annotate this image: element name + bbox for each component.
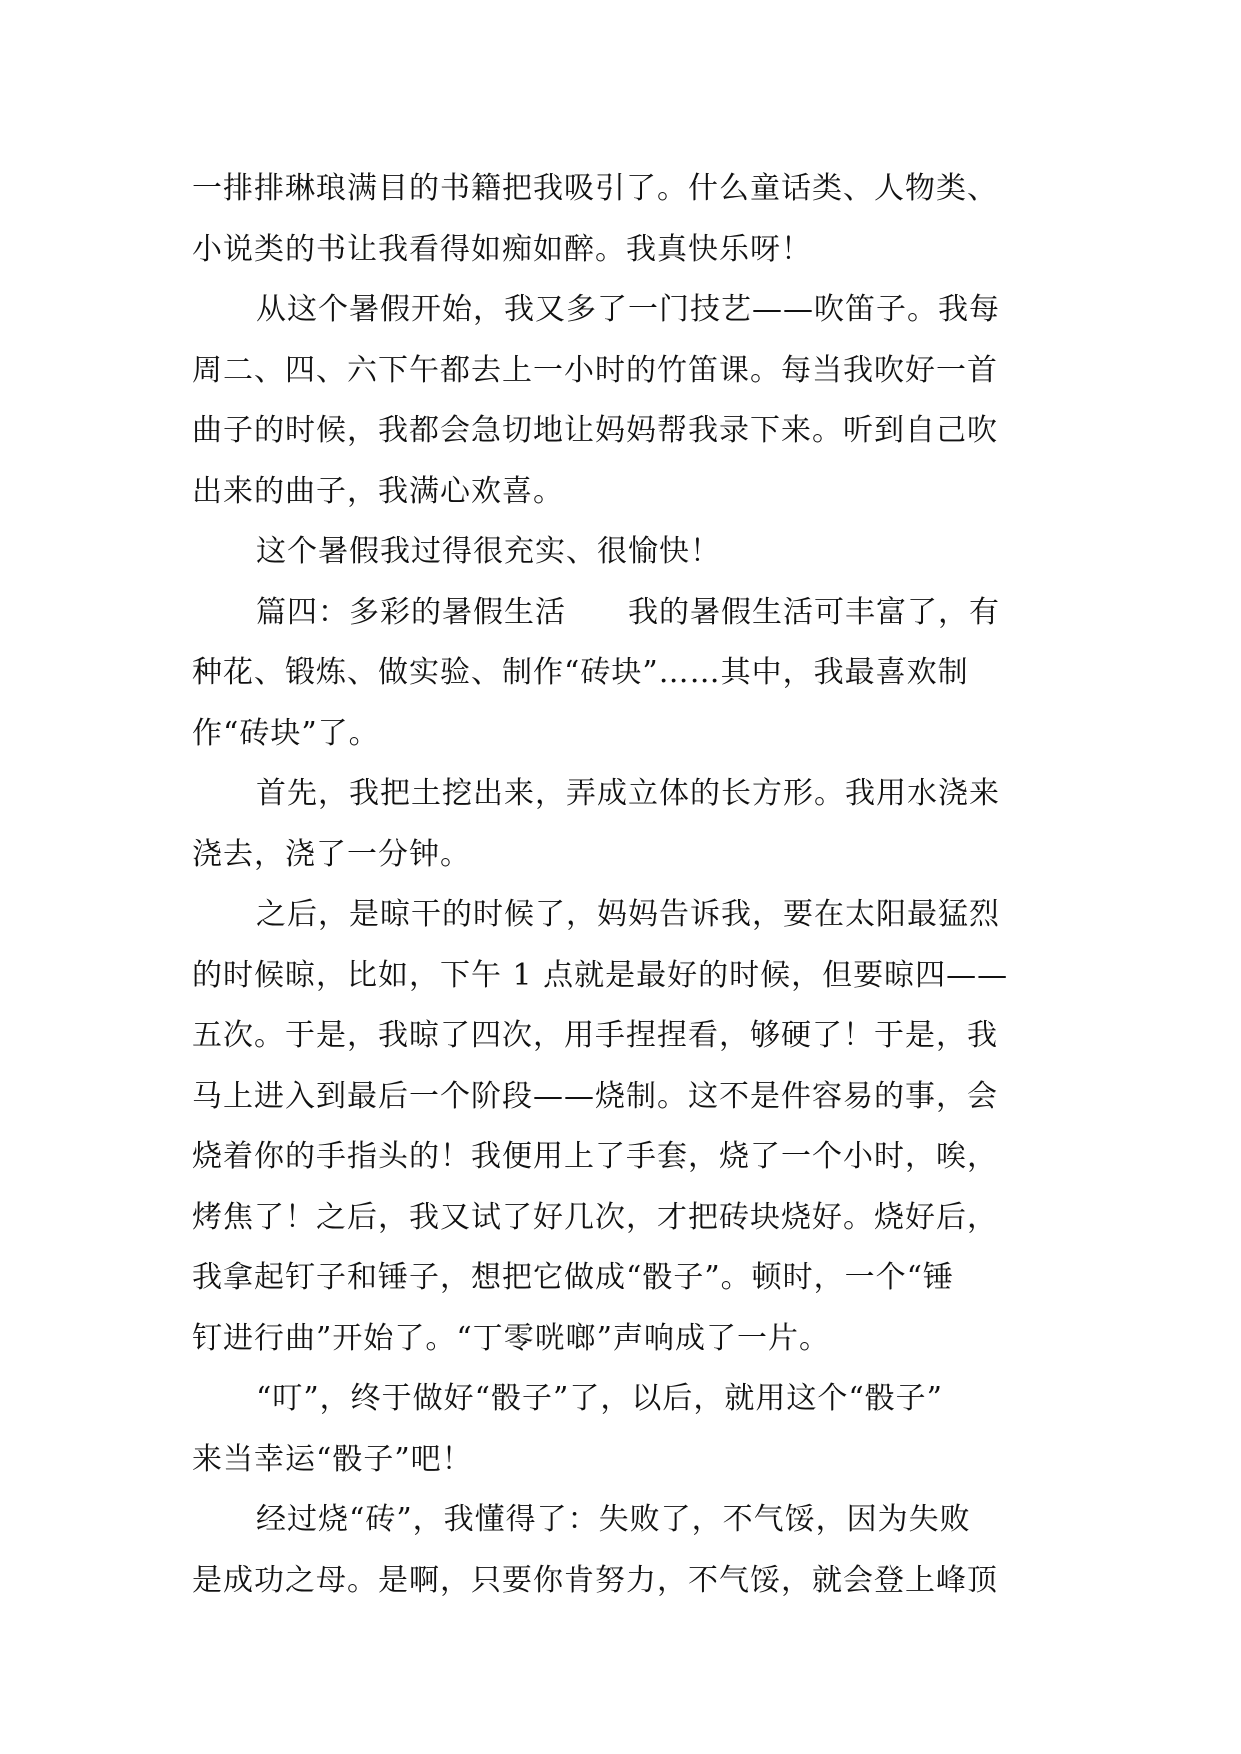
text-line: 小说类的书让我看得如痴如醉。我真快乐呀！ [192, 231, 812, 267]
text-line: 五次。于是，我晾了四次，用手捏捏看，够硬了！于是，我 [192, 1018, 998, 1053]
text-line: 之后，是晾干的时候了，妈妈告诉我，要在太阳最猛烈 [256, 897, 1000, 932]
text-line: 出来的曲子，我满心欢喜。 [192, 473, 564, 509]
text-line: 曲子的时候，我都会急切地让妈妈帮我录下来。听到自己吹 [192, 413, 998, 448]
text-line: 我拿起钉子和锤子，想把它做成“骰子”。顿时，一个“锤 [192, 1260, 955, 1295]
essay-text [192, 159, 1052, 1611]
text-line: 的时候晾，比如，下午 1 点就是最好的时候，但要晾四—— [192, 957, 1009, 993]
text-line: 钉进行曲”开始了。“丁零咣啷”声响成了一片。 [192, 1320, 831, 1356]
text-line: 从这个暑假开始，我又多了一门技艺——吹笛子。我每 [256, 292, 1000, 327]
text-line: 来当幸运“骰子”吧！ [192, 1441, 473, 1477]
text-line: 作“砖块”了。 [192, 715, 380, 751]
text-line: 种花、锻炼、做实验、制作“砖块”……其中，我最喜欢制 [192, 655, 969, 690]
text-line: 烧着你的手指头的！我便用上了手套，烧了一个小时，唉， [192, 1139, 998, 1174]
text-line: 是成功之母。是啊，只要你肯努力，不气馁，就会登上峰顶 [192, 1562, 998, 1598]
text-line: 经过烧“砖”，我懂得了：失败了，不气馁，因为失败 [256, 1502, 971, 1537]
text-line: 烤焦了！之后，我又试了好几次，才把砖块烧好。烧好后， [192, 1199, 998, 1235]
text-line: 浇去，浇了一分钟。 [192, 836, 471, 872]
text-line: 周二、四、六下午都去上一小时的竹笛课。每当我吹好一首 [192, 352, 998, 388]
text-line: 马上进入到最后一个阶段——烧制。这不是件容易的事，会 [192, 1078, 998, 1114]
text-line: 首先，我把土挖出来，弄成立体的长方形。我用水浇来 [256, 776, 1000, 811]
text-line: 一排排琳琅满目的书籍把我吸引了。什么童话类、人物类、 [192, 171, 998, 206]
text-line: 篇四：多彩的暑假生活 我的暑假生活可丰富了，有 [256, 594, 1000, 630]
text-line: 这个暑假我过得很充实、很愉快！ [256, 534, 721, 569]
text-line: “叮”，终于做好“骰子”了，以后，就用这个“骰子” [256, 1381, 944, 1416]
